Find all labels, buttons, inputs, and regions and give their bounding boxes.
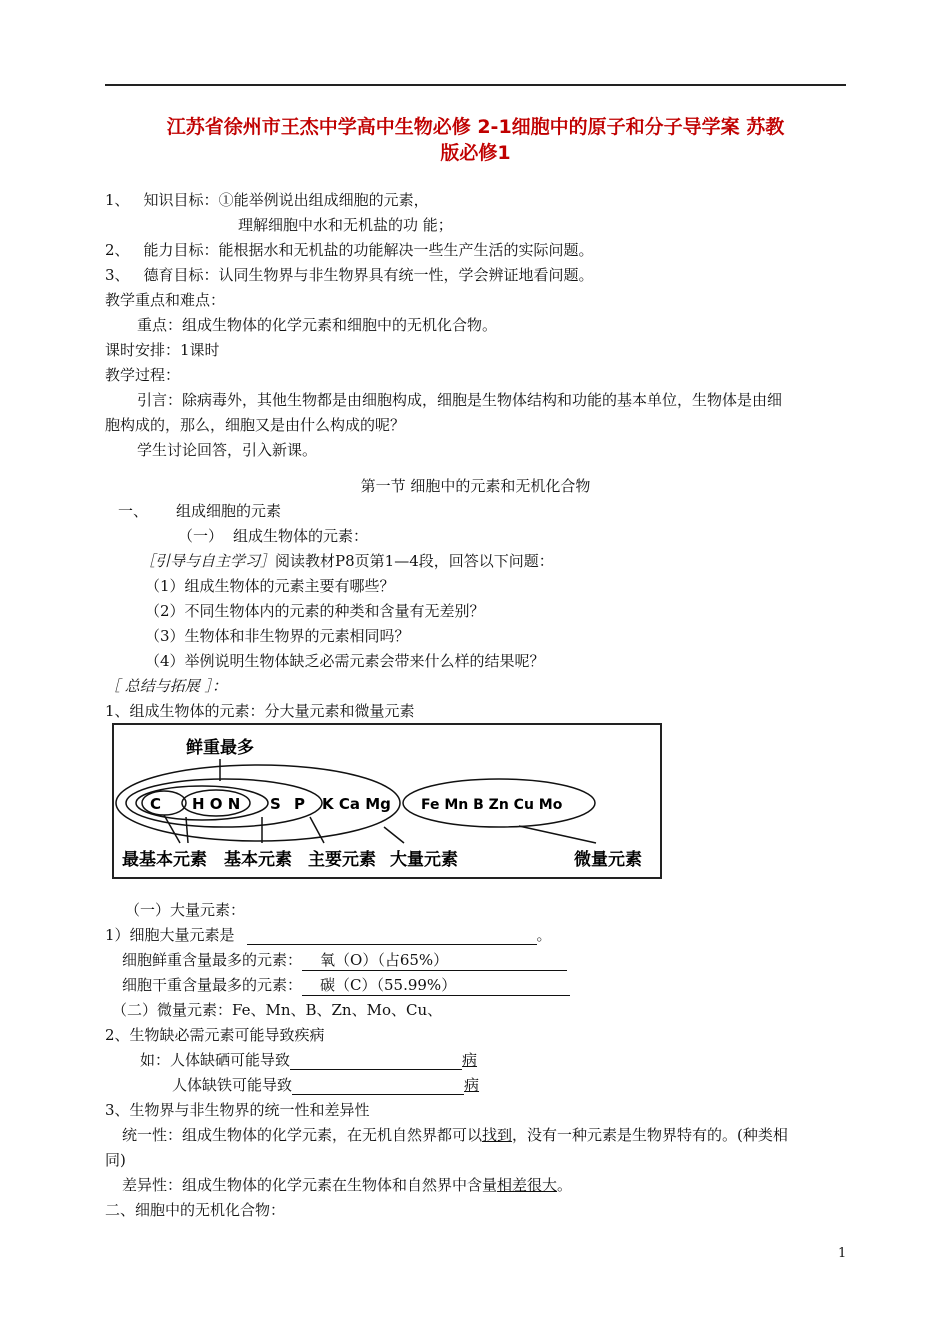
- dry-weight-line: 细胞干重含量最多的元素： 碳（C）（55.99%）: [122, 975, 570, 996]
- connector-most-basic-2: [186, 817, 188, 843]
- header-rule: [105, 84, 846, 86]
- part-2-heading: 二、细胞中的无机化合物：: [105, 1201, 286, 1219]
- element-diagram: [112, 723, 662, 879]
- schedule: 课时安排：1课时: [105, 341, 220, 359]
- iron-blank[interactable]: [292, 1078, 464, 1095]
- ellipse-carbon: [142, 791, 186, 815]
- question-4: （4）举例说明生物体缺乏必需元素会带来什么样的结果呢？: [145, 652, 545, 670]
- question-2: （2）不同生物体内的元素的种类和含量有无差别？: [145, 602, 485, 620]
- unity-line-cont: 同): [105, 1151, 126, 1169]
- section-title: 第一节 细胞中的元素和无机化合物: [360, 477, 591, 495]
- title-line-2: 版必修1: [440, 142, 511, 164]
- label-basic: 基本元素: [224, 850, 292, 870]
- question-1: （1）组成生物体的元素主要有哪些？: [145, 577, 395, 595]
- title-line-1: 江苏省徐州市王杰中学高中生物必修 2-1细胞中的原子和分子导学案 苏教: [166, 116, 785, 138]
- objective-1-cont: 理解细胞中水和无机盐的功 能；: [238, 216, 453, 234]
- element-s: S: [270, 795, 281, 813]
- label-fresh-weight-most: 鲜重最多: [186, 738, 254, 758]
- element-diagram-svg: [114, 725, 660, 877]
- unity-heading: 3、生物界与非生物界的统一性和差异性: [105, 1101, 370, 1119]
- question-3: （3）生物体和非生物界的元素相同吗？: [145, 627, 410, 645]
- intro-line-2: 胞构成的，那么，细胞又是由什么构成的呢？: [105, 416, 406, 434]
- process-heading: 教学过程：: [105, 366, 181, 384]
- dry-answer: 碳（C）（55.99%）: [302, 975, 570, 996]
- unity-line: 统一性：组成生物体的化学元素，在无机自然界都可以找到，没有一种元素是生物界特有的。(种类相: [122, 1126, 788, 1144]
- element-c: C: [150, 795, 162, 813]
- fresh-weight-line: 细胞鲜重含量最多的元素： 氧（O）（占65%）: [122, 950, 567, 971]
- connector-micro: [519, 826, 596, 843]
- summary-1: 1、组成生物体的元素：分大量元素和微量元素: [105, 702, 415, 720]
- objective-1: 1、 知识目标：①能举例说出组成细胞的元素，: [105, 191, 429, 209]
- fresh-answer: 氧（O）（占65%）: [302, 950, 567, 971]
- label-macro: 大量元素: [390, 850, 458, 870]
- label-most-basic: 最基本元素: [122, 850, 207, 870]
- summary-tag: ［ 总结与拓展 ］：: [105, 677, 228, 695]
- macro-answer-blank[interactable]: [247, 928, 537, 945]
- connector-macro: [384, 827, 404, 843]
- connector-main: [310, 817, 324, 843]
- iron-line: 人体缺铁可能导致 病: [172, 1076, 480, 1094]
- key-point: 重点：组成生物体的化学元素和细胞中的无机化合物。: [137, 316, 498, 334]
- label-main: 主要元素: [308, 850, 376, 870]
- part-1-heading: 一、 组成细胞的元素: [118, 502, 282, 520]
- discussion: 学生讨论回答，引入新课。: [137, 441, 318, 459]
- element-p: P: [294, 795, 305, 813]
- label-micro: 微量元素: [574, 850, 642, 870]
- key-heading: 教学重点和难点：: [105, 291, 226, 309]
- element-hon: H O N: [192, 795, 241, 813]
- disease-heading: 2、生物缺必需元素可能导致疾病: [105, 1026, 325, 1044]
- difference-line: 差异性：组成生物体的化学元素在生物体和自然界中含量相差很大。: [122, 1176, 573, 1194]
- objective-3: 3、 德育目标：认同生物界与非生物界具有统一性，学会辨证地看问题。: [105, 266, 594, 284]
- macro-heading: （一）大量元素：: [125, 901, 246, 919]
- micro-elements: Fe Mn B Zn Cu Mo: [421, 797, 563, 813]
- selenium-blank[interactable]: [290, 1053, 462, 1070]
- objective-2: 2、 能力目标：能根据水和无机盐的功能解决一些生产生活的实际问题。: [105, 241, 594, 259]
- element-k-ca-mg: K Ca Mg: [322, 795, 391, 813]
- selenium-line: 如：人体缺硒可能导致 病: [140, 1051, 478, 1069]
- micro-line: （二）微量元素：Fe、Mn、B、Zn、Mo、Cu、: [112, 1001, 443, 1019]
- subsection-1-heading: （一） 组成生物体的元素：: [178, 527, 369, 545]
- guide-line: ［引导与自主学习］阅读教材P8页第1—4段，回答以下问题：: [140, 552, 554, 570]
- intro-line-1: 引言：除病毒外，其他生物都是由细胞构成，细胞是生物体结构和功能的基本单位，生物体是由细: [137, 391, 783, 409]
- page-number: 1: [838, 1246, 847, 1261]
- macro-q1: 1）细胞大量元素是 。: [105, 926, 552, 944]
